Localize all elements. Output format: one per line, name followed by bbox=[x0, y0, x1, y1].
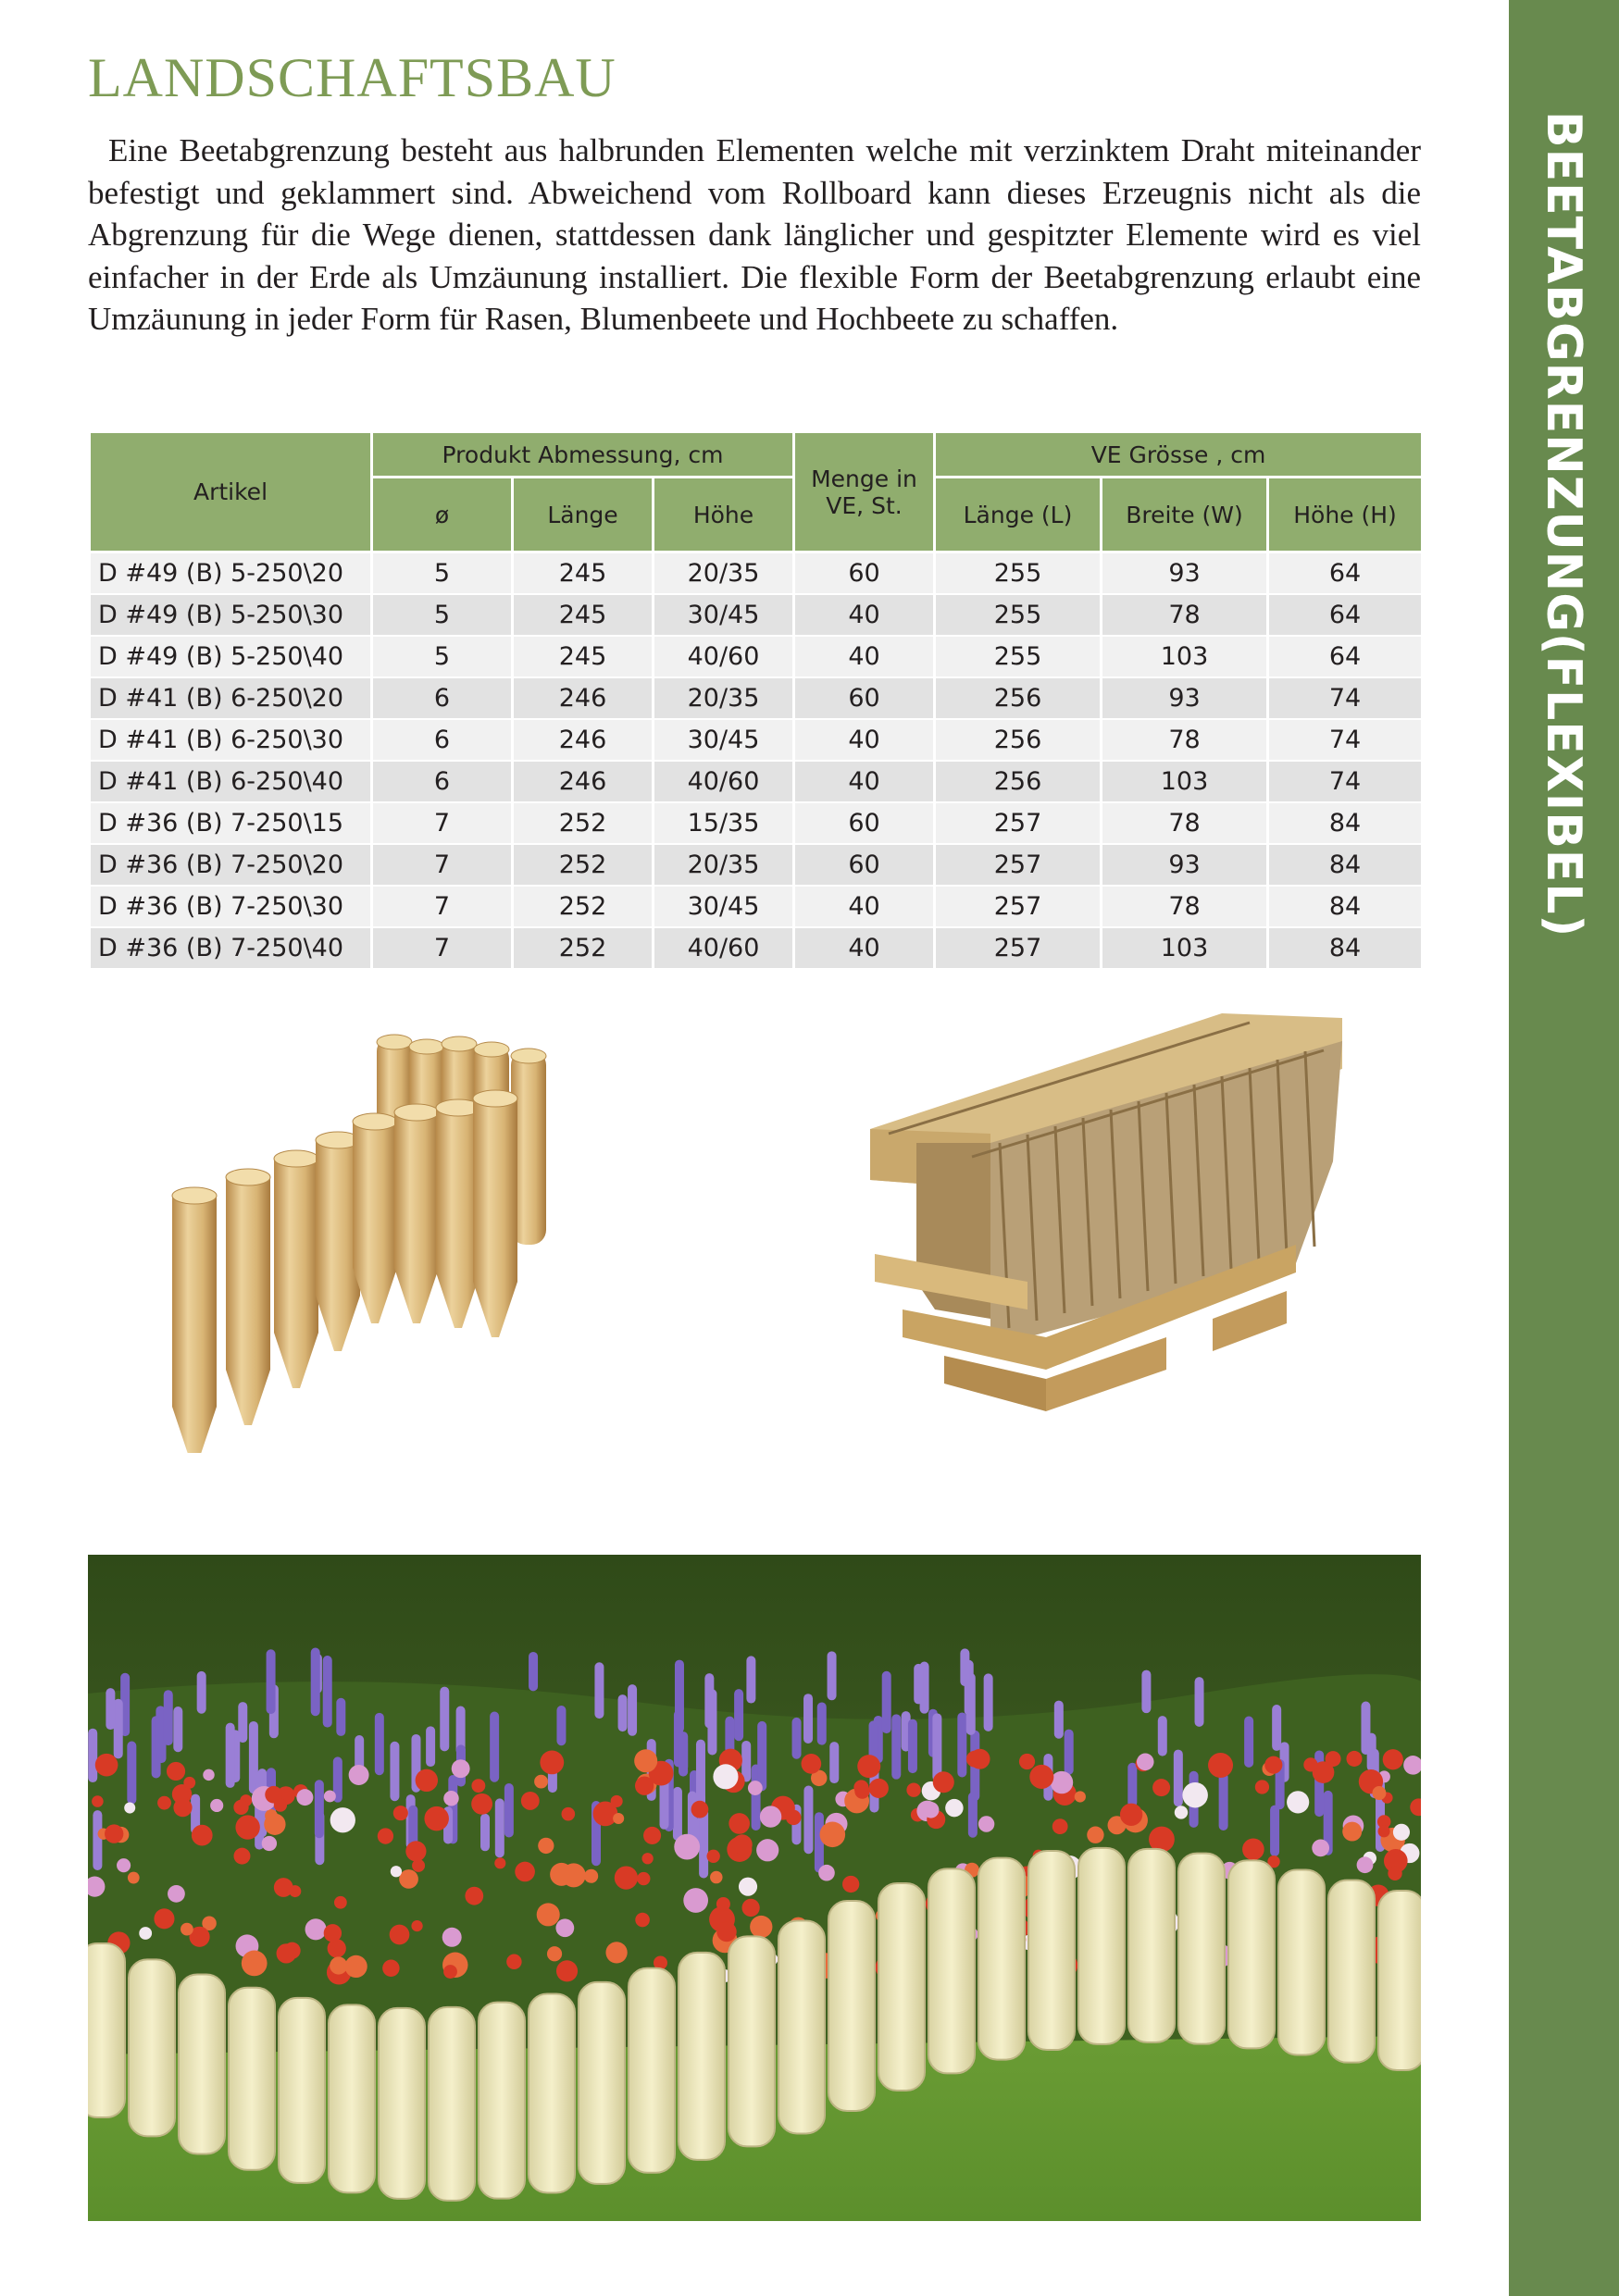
cell-article: D #41 (B) 6-250\20 bbox=[90, 677, 372, 719]
cell-ve-width: 78 bbox=[1102, 802, 1268, 844]
cell-length: 245 bbox=[513, 594, 654, 636]
cell-ve-length: 256 bbox=[935, 719, 1102, 761]
table-row bbox=[90, 552, 1423, 595]
cell-ve-width: 78 bbox=[1102, 719, 1268, 761]
cell-quantity: 60 bbox=[794, 552, 935, 595]
cell-article: D #49 (B) 5-250\40 bbox=[90, 636, 372, 677]
cell-length: 252 bbox=[513, 886, 654, 927]
cell-length: 252 bbox=[513, 844, 654, 886]
cell-diameter: 7 bbox=[372, 802, 513, 844]
cell-quantity: 40 bbox=[794, 886, 935, 927]
cell-quantity: 60 bbox=[794, 802, 935, 844]
cell-ve-length: 255 bbox=[935, 594, 1102, 636]
cell-ve-length: 255 bbox=[935, 636, 1102, 677]
cell-diameter: 7 bbox=[372, 886, 513, 927]
table-row bbox=[90, 677, 1423, 719]
table-row bbox=[90, 594, 1423, 636]
cell-ve-height: 74 bbox=[1268, 677, 1423, 719]
cell-ve-height: 84 bbox=[1268, 844, 1423, 886]
cell-ve-width: 103 bbox=[1102, 927, 1268, 969]
cell-ve-width: 78 bbox=[1102, 594, 1268, 636]
cell-diameter: 5 bbox=[372, 594, 513, 636]
garden-photo bbox=[88, 1555, 1421, 2221]
cell-length: 246 bbox=[513, 677, 654, 719]
cell-ve-height: 84 bbox=[1268, 927, 1423, 969]
cell-ve-length: 257 bbox=[935, 886, 1102, 927]
header-article: Artikel bbox=[90, 432, 372, 552]
cell-ve-height: 74 bbox=[1268, 761, 1423, 802]
product-table bbox=[88, 430, 1424, 970]
cell-height: 30/45 bbox=[654, 719, 794, 761]
cell-diameter: 6 bbox=[372, 761, 513, 802]
cell-ve-length: 257 bbox=[935, 802, 1102, 844]
cell-height: 20/35 bbox=[654, 677, 794, 719]
header-diameter: ø bbox=[372, 478, 513, 552]
cell-quantity: 60 bbox=[794, 844, 935, 886]
cell-height: 20/35 bbox=[654, 552, 794, 595]
cell-ve-length: 257 bbox=[935, 927, 1102, 969]
flexible-border-photo bbox=[167, 1018, 648, 1453]
side-title: BEETABGRENZUNG(FLEXIBEL) bbox=[1536, 111, 1591, 938]
table-row bbox=[90, 802, 1423, 844]
pallet-photo bbox=[861, 1004, 1379, 1444]
table-row bbox=[90, 844, 1423, 886]
cell-ve-length: 255 bbox=[935, 552, 1102, 595]
cell-ve-width: 93 bbox=[1102, 552, 1268, 595]
intro-paragraph: Eine Beetabgrenzung besteht aus halbrunden Elementen welche mit verzinktem Draht miteinander befestigt und geklammert sind. Abweichend vom Rollboard kann dieses Erzeugnis nicht als die Abgrenzung für die Wege dienen, stattdessen dank länglicher und gespitzter Elemente wird es viel einfacher in der Erde als Umzäunung installiert. Die flexible Form der Beetabgrenzung erlaubt eine Umzäunung in jeder Form für Rasen, Blumenbeete und Hochbeete zu schaffen. bbox=[88, 132, 1421, 337]
header-quantity: Menge in VE, St. bbox=[794, 432, 935, 552]
cell-height: 30/45 bbox=[654, 594, 794, 636]
cell-article: D #36 (B) 7-250\20 bbox=[90, 844, 372, 886]
cell-diameter: 6 bbox=[372, 719, 513, 761]
table-row bbox=[90, 886, 1423, 927]
cell-article: D #41 (B) 6-250\40 bbox=[90, 761, 372, 802]
cell-ve-width: 78 bbox=[1102, 886, 1268, 927]
cell-ve-width: 103 bbox=[1102, 636, 1268, 677]
cell-ve-length: 256 bbox=[935, 677, 1102, 719]
cell-diameter: 7 bbox=[372, 844, 513, 886]
header-packaging-length: Länge (L) bbox=[935, 478, 1102, 552]
page-title: LANDSCHAFTSBAU bbox=[88, 47, 616, 108]
table-row bbox=[90, 761, 1423, 802]
cell-ve-width: 93 bbox=[1102, 677, 1268, 719]
cell-article: D #36 (B) 7-250\30 bbox=[90, 886, 372, 927]
cell-article: D #41 (B) 6-250\30 bbox=[90, 719, 372, 761]
cell-article: D #36 (B) 7-250\15 bbox=[90, 802, 372, 844]
header-packaging-width: Breite (W) bbox=[1102, 478, 1268, 552]
cell-length: 245 bbox=[513, 552, 654, 595]
header-height: Höhe bbox=[654, 478, 794, 552]
header-length: Länge bbox=[513, 478, 654, 552]
cell-quantity: 40 bbox=[794, 594, 935, 636]
cell-diameter: 5 bbox=[372, 636, 513, 677]
cell-quantity: 40 bbox=[794, 719, 935, 761]
cell-ve-height: 64 bbox=[1268, 552, 1423, 595]
cell-length: 245 bbox=[513, 636, 654, 677]
cell-quantity: 40 bbox=[794, 636, 935, 677]
cell-height: 30/45 bbox=[654, 886, 794, 927]
cell-length: 246 bbox=[513, 719, 654, 761]
table-row bbox=[90, 636, 1423, 677]
cell-height: 40/60 bbox=[654, 761, 794, 802]
header-packaging-height: Höhe (H) bbox=[1268, 478, 1423, 552]
cell-ve-height: 84 bbox=[1268, 886, 1423, 927]
cell-length: 252 bbox=[513, 927, 654, 969]
cell-ve-length: 256 bbox=[935, 761, 1102, 802]
table-row bbox=[90, 927, 1423, 969]
cell-diameter: 6 bbox=[372, 677, 513, 719]
cell-article: D #36 (B) 7-250\40 bbox=[90, 927, 372, 969]
header-product-dimensions: Produkt Abmessung, cm bbox=[372, 432, 794, 478]
cell-quantity: 40 bbox=[794, 927, 935, 969]
cell-ve-height: 84 bbox=[1268, 802, 1423, 844]
table-row bbox=[90, 719, 1423, 761]
cell-article: D #49 (B) 5-250\20 bbox=[90, 552, 372, 595]
cell-quantity: 60 bbox=[794, 677, 935, 719]
cell-ve-height: 74 bbox=[1268, 719, 1423, 761]
cell-ve-height: 64 bbox=[1268, 594, 1423, 636]
cell-height: 20/35 bbox=[654, 844, 794, 886]
cell-ve-length: 257 bbox=[935, 844, 1102, 886]
cell-diameter: 7 bbox=[372, 927, 513, 969]
header-packaging-size: VE Grösse , cm bbox=[935, 432, 1423, 478]
cell-ve-width: 93 bbox=[1102, 844, 1268, 886]
cell-height: 40/60 bbox=[654, 636, 794, 677]
cell-length: 252 bbox=[513, 802, 654, 844]
cell-height: 15/35 bbox=[654, 802, 794, 844]
cell-quantity: 40 bbox=[794, 761, 935, 802]
cell-length: 246 bbox=[513, 761, 654, 802]
cell-article: D #49 (B) 5-250\30 bbox=[90, 594, 372, 636]
cell-height: 40/60 bbox=[654, 927, 794, 969]
cell-ve-height: 64 bbox=[1268, 636, 1423, 677]
cell-diameter: 5 bbox=[372, 552, 513, 595]
cell-ve-width: 103 bbox=[1102, 761, 1268, 802]
